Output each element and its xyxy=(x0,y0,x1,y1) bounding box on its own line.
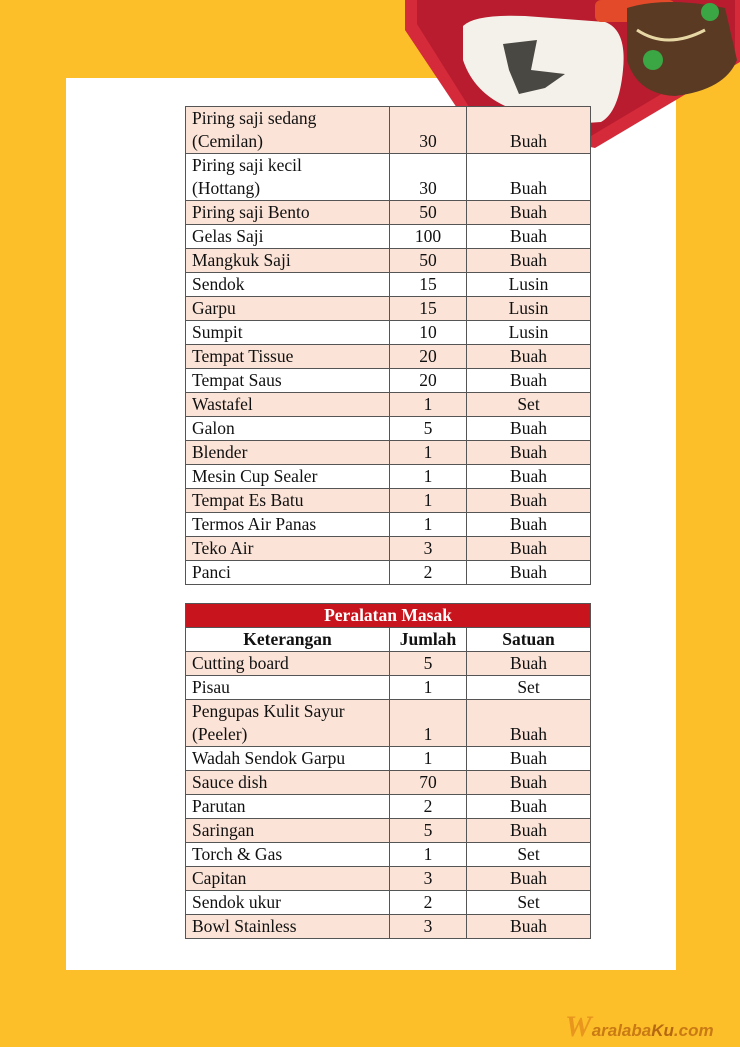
table-row xyxy=(186,891,591,915)
item-name-cell: Sendok ukur xyxy=(186,891,390,915)
unit-cell: Buah xyxy=(467,513,591,537)
quantity-cell: 1 xyxy=(390,441,467,465)
unit-cell: Buah xyxy=(467,441,591,465)
quantity-cell: 100 xyxy=(390,225,467,249)
waralabaku-logo: WaralabaKu.com xyxy=(565,1010,714,1043)
unit-cell: Buah xyxy=(467,747,591,771)
unit-cell: Set xyxy=(467,393,591,417)
table-row xyxy=(186,465,591,489)
table-row xyxy=(186,273,591,297)
table-row xyxy=(186,561,591,585)
quantity-cell: 3 xyxy=(390,915,467,939)
unit-cell: Lusin xyxy=(467,321,591,345)
cooking-equipment-table xyxy=(185,603,591,939)
item-name-cell: Capitan xyxy=(186,867,390,891)
item-name-cell: Sauce dish xyxy=(186,771,390,795)
item-name-cell: Tempat Tissue xyxy=(186,345,390,369)
quantity-cell: 15 xyxy=(390,297,467,321)
item-name-cell: Garpu xyxy=(186,297,390,321)
item-name-cell: Pisau xyxy=(186,676,390,700)
item-name-cell: Tempat Saus xyxy=(186,369,390,393)
column-header-jumlah: Jumlah xyxy=(390,628,467,652)
unit-cell: Buah xyxy=(467,915,591,939)
quantity-cell: 1 xyxy=(390,393,467,417)
unit-cell: Buah xyxy=(467,561,591,585)
table-row xyxy=(186,513,591,537)
table-row xyxy=(186,771,591,795)
quantity-cell: 5 xyxy=(390,819,467,843)
table-row xyxy=(186,676,591,700)
table-row xyxy=(186,441,591,465)
quantity-cell: 5 xyxy=(390,417,467,441)
table-title: Peralatan Masak xyxy=(186,604,591,628)
table-row xyxy=(186,915,591,939)
item-name-line: Pengupas Kulit Sayur xyxy=(192,701,345,721)
unit-cell: Buah xyxy=(467,249,591,273)
table-row xyxy=(186,201,591,225)
unit-cell: Buah xyxy=(467,201,591,225)
item-name-line: (Cemilan) xyxy=(192,131,263,151)
quantity-cell: 15 xyxy=(390,273,467,297)
quantity-cell: 1 xyxy=(390,843,467,867)
item-name-cell: Parutan xyxy=(186,795,390,819)
table-row xyxy=(186,843,591,867)
table-row xyxy=(186,345,591,369)
item-name-cell xyxy=(186,107,390,154)
unit-cell: Buah xyxy=(467,369,591,393)
item-name-cell xyxy=(186,154,390,201)
table-row xyxy=(186,369,591,393)
quantity-cell: 70 xyxy=(390,771,467,795)
table-row xyxy=(186,700,591,747)
item-name-cell: Tempat Es Batu xyxy=(186,489,390,513)
item-name-cell: Bowl Stainless xyxy=(186,915,390,939)
item-name-cell: Piring saji Bento xyxy=(186,201,390,225)
quantity-cell: 5 xyxy=(390,652,467,676)
unit-cell: Buah xyxy=(467,225,591,249)
item-name-line: (Hottang) xyxy=(192,178,261,198)
quantity-cell: 1 xyxy=(390,513,467,537)
quantity-cell: 30 xyxy=(390,154,467,201)
item-name-cell: Gelas Saji xyxy=(186,225,390,249)
item-name-cell: Sendok xyxy=(186,273,390,297)
item-name-cell: Sumpit xyxy=(186,321,390,345)
quantity-cell: 20 xyxy=(390,369,467,393)
column-header-satuan: Satuan xyxy=(467,628,591,652)
table-row xyxy=(186,321,591,345)
quantity-cell: 2 xyxy=(390,891,467,915)
item-name-cell: Blender xyxy=(186,441,390,465)
unit-cell: Buah xyxy=(467,465,591,489)
unit-cell: Buah xyxy=(467,107,591,154)
unit-cell: Lusin xyxy=(467,273,591,297)
item-name-line: Piring saji kecil xyxy=(192,155,302,175)
quantity-cell: 50 xyxy=(390,201,467,225)
table-row xyxy=(186,747,591,771)
quantity-cell: 3 xyxy=(390,537,467,561)
quantity-cell: 1 xyxy=(390,489,467,513)
item-name-cell: Termos Air Panas xyxy=(186,513,390,537)
unit-cell: Buah xyxy=(467,537,591,561)
equipment-table-1 xyxy=(185,106,591,585)
table-row xyxy=(186,867,591,891)
quantity-cell: 30 xyxy=(390,107,467,154)
item-name-cell: Teko Air xyxy=(186,537,390,561)
unit-cell: Buah xyxy=(467,700,591,747)
quantity-cell: 2 xyxy=(390,795,467,819)
table-row xyxy=(186,652,591,676)
unit-cell: Buah xyxy=(467,819,591,843)
unit-cell: Buah xyxy=(467,867,591,891)
unit-cell: Buah xyxy=(467,345,591,369)
item-name-cell: Galon xyxy=(186,417,390,441)
quantity-cell: 3 xyxy=(390,867,467,891)
item-name-cell: Wadah Sendok Garpu xyxy=(186,747,390,771)
quantity-cell: 10 xyxy=(390,321,467,345)
table-row xyxy=(186,489,591,513)
quantity-cell: 1 xyxy=(390,700,467,747)
item-name-cell: Wastafel xyxy=(186,393,390,417)
table-row xyxy=(186,297,591,321)
quantity-cell: 50 xyxy=(390,249,467,273)
table-row xyxy=(186,154,591,201)
table-row xyxy=(186,417,591,441)
table-row xyxy=(186,393,591,417)
unit-cell: Buah xyxy=(467,489,591,513)
quantity-cell: 1 xyxy=(390,676,467,700)
table-row xyxy=(186,795,591,819)
item-name-cell: Saringan xyxy=(186,819,390,843)
table-row xyxy=(186,819,591,843)
unit-cell: Set xyxy=(467,891,591,915)
item-name-cell xyxy=(186,700,390,747)
unit-cell: Buah xyxy=(467,771,591,795)
table-row xyxy=(186,107,591,154)
item-name-cell: Cutting board xyxy=(186,652,390,676)
table-row xyxy=(186,537,591,561)
quantity-cell: 20 xyxy=(390,345,467,369)
unit-cell: Lusin xyxy=(467,297,591,321)
unit-cell: Buah xyxy=(467,795,591,819)
quantity-cell: 2 xyxy=(390,561,467,585)
table-row xyxy=(186,249,591,273)
item-name-cell: Mangkuk Saji xyxy=(186,249,390,273)
item-name-line: (Peeler) xyxy=(192,724,248,744)
item-name-cell: Panci xyxy=(186,561,390,585)
quantity-cell: 1 xyxy=(390,465,467,489)
unit-cell: Set xyxy=(467,676,591,700)
unit-cell: Set xyxy=(467,843,591,867)
unit-cell: Buah xyxy=(467,652,591,676)
item-name-cell: Mesin Cup Sealer xyxy=(186,465,390,489)
column-header-keterangan: Keterangan xyxy=(186,628,390,652)
item-name-line: Piring saji sedang xyxy=(192,108,317,128)
unit-cell: Buah xyxy=(467,154,591,201)
table-row xyxy=(186,225,591,249)
item-name-cell: Torch & Gas xyxy=(186,843,390,867)
unit-cell: Buah xyxy=(467,417,591,441)
quantity-cell: 1 xyxy=(390,747,467,771)
